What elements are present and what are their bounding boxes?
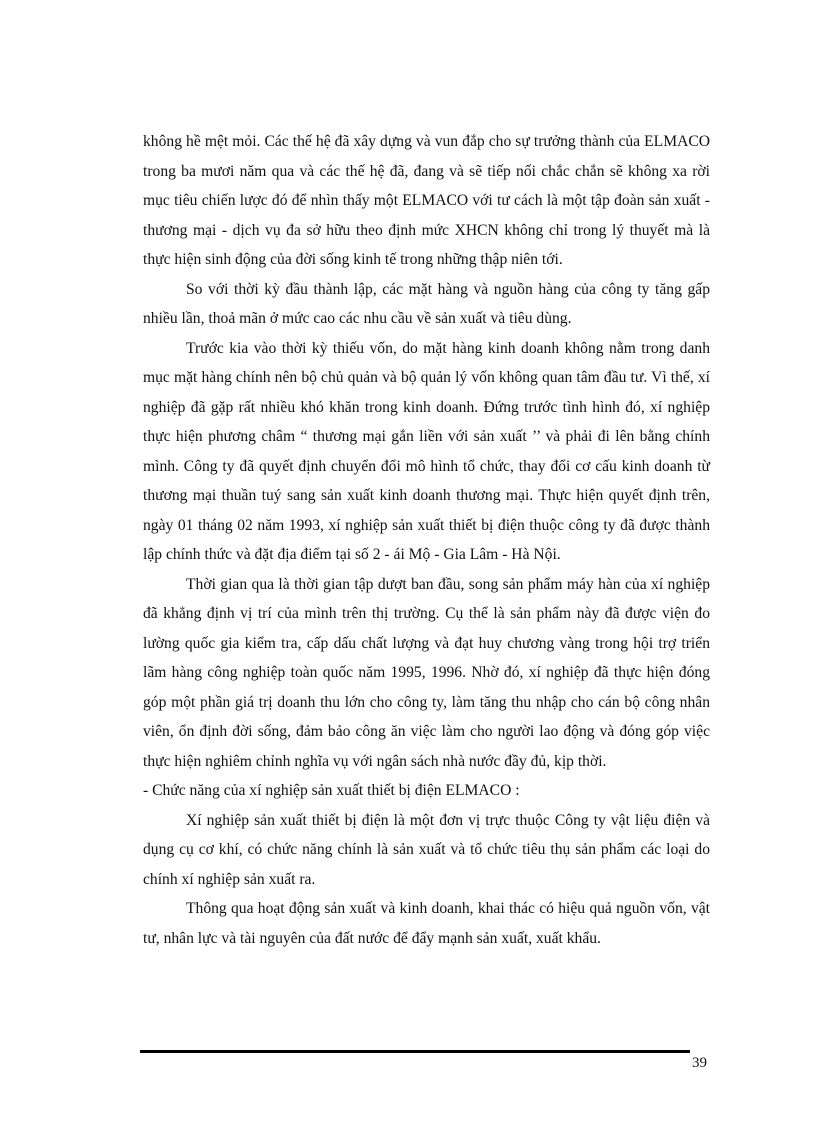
paragraph-continuation: không hề mệt mỏi. Các thế hệ đã xây dựng và vun đắp cho sự trưởng thành của ELMACO trong ba mươi năm qua và các thế hệ đã, đang và sẽ tiếp nối chắc chắn sẽ không xa rời mục tiêu chiến lược đó để nhìn thấy một ELMACO với tư cách là một tập đoàn sản xuất - thương mại - dịch vụ đa sở hữu theo định mức XHCN không chỉ trong lý thuyết mà là thực hiện sinh động của đời sống kinh tế trong những thập niên tới. <box>143 133 710 268</box>
document-body <box>143 127 710 953</box>
page-number: 39 <box>692 1055 707 1071</box>
footer-rule <box>140 1050 690 1053</box>
paragraph: Thời gian qua là thời gian tập dượt ban đầu, song sản phẩm máy hàn của xí nghiệp đã khẳng định vị trí của mình trên thị trường. Cụ thể là sản phẩm này đã được viện đo lường quốc gia kiểm tra, cấp dấu chất lượng và đạt huy chương vàng trong hội trợ triển lãm hàng công nghiệp toàn quốc năm 1995, 1996. Nhờ đó, xí nghiệp đã thực hiện đóng góp một phần giá trị doanh thu lớn cho công ty, làm tăng thu nhập cho cán bộ công nhân viên, ổn định đời sống, đảm bảo công ăn việc làm cho người lao động và đóng góp việc thực hiện nghiêm chỉnh nghĩa vụ với ngân sách nhà nước đầy đủ, kịp thời. <box>143 575 710 770</box>
paragraph: Thông qua hoạt động sản xuất và kinh doanh, khai thác có hiệu quả nguồn vốn, vật tư, nhân lực và tài nguyên của đất nước để đẩy mạnh sản xuất, xuất khẩu. <box>143 900 710 947</box>
paragraph: Trước kia vào thời kỳ thiếu vốn, do mặt hàng kinh doanh không nằm trong danh mục mặt hàng chính nên bộ chủ quản và bộ quản lý vốn không quan tâm đầu tư. Vì thế, xí nghiệp đã gặp rất nhiều khó khăn trong kinh doanh. Đứng trước tình hình đó, xí nghiệp thực hiện phương châm “ thương mại gắn liền với sản xuất ’’ và phải đi lên bằng chính mình. Công ty đã quyết định chuyển đổi mô hình tổ chức, thay đổi cơ cấu kinh doanh từ thương mại thuần tuý sang sản xuất kinh doanh thương mại. Thực hiện quyết định trên, ngày 01 tháng 02 năm 1993, xí nghiệp sản xuất thiết bị điện thuộc công ty đã được thành lập chính thức và đặt địa điểm tại số 2 - ái Mộ - Gia Lâm - Hà Nội. <box>143 339 710 563</box>
bullet-heading: - Chức năng của xí nghiệp sản xuất thiết bị điện ELMACO : <box>143 782 520 799</box>
paragraph: So với thời kỳ đầu thành lập, các mặt hàng và nguồn hàng của công ty tăng gấp nhiều lần, thoả mãn ở mức cao các nhu cầu về sản xuất và tiêu dùng. <box>143 280 710 327</box>
paragraph: Xí nghiệp sản xuất thiết bị điện là một đơn vị trực thuộc Công ty vật liệu điện và dụng cụ cơ khí, có chức năng chính là sản xuất và tổ chức tiêu thụ sản phẩm các loại do chính xí nghiệp sản xuất ra. <box>143 811 710 888</box>
